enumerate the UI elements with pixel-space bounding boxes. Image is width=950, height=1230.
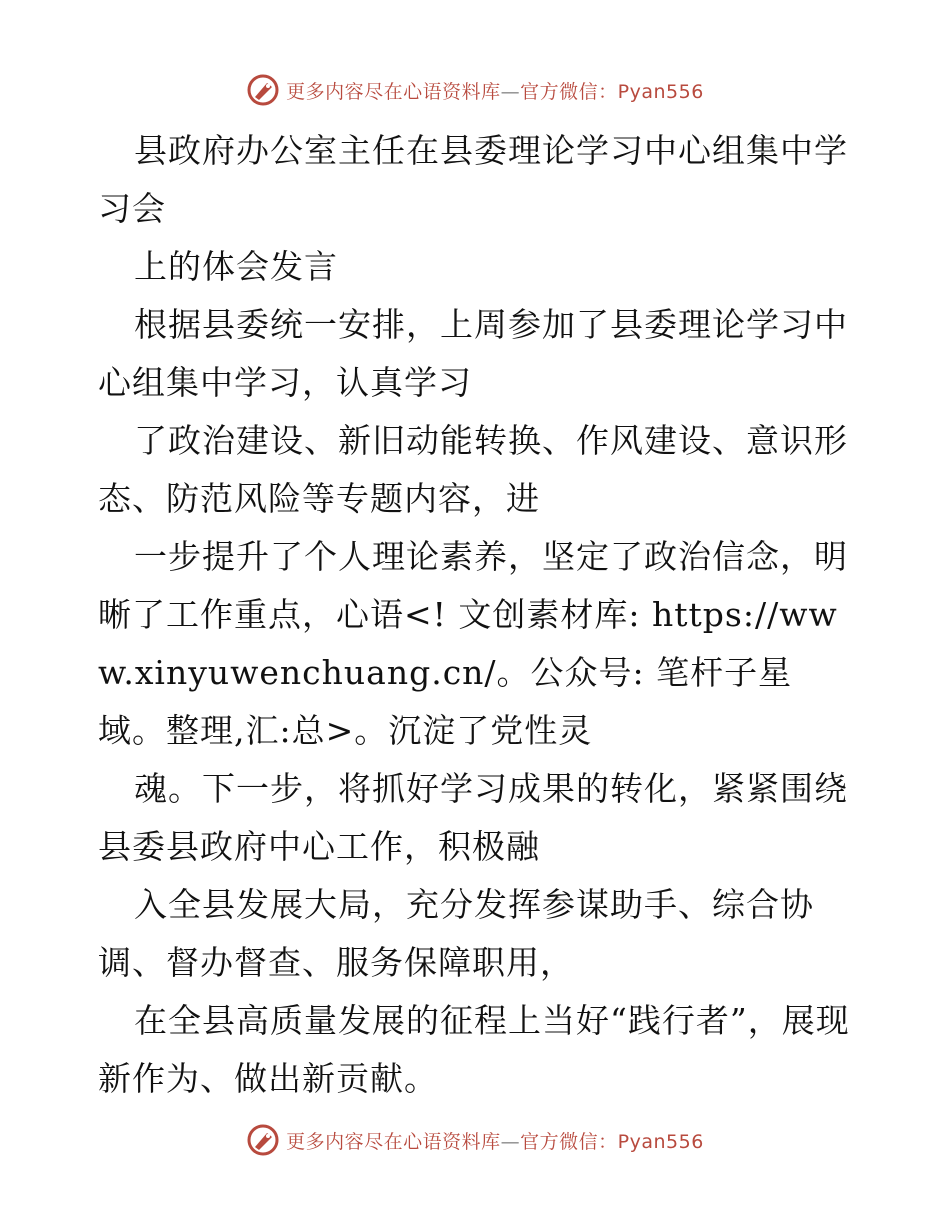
paragraph-title: 县政府办公室主任在县委理论学习中心组集中学习会 xyxy=(98,131,848,228)
banner-separator: — xyxy=(500,80,521,103)
document-body xyxy=(98,122,858,1108)
paragraph: 在全县高质量发展的征程上当好“践行者”，展现新作为、做出新贡献。 xyxy=(98,1001,850,1098)
banner-label: 更多内容尽在心语资料库 xyxy=(286,80,501,103)
banner-label: 更多内容尽在心语资料库 xyxy=(286,1130,501,1153)
paragraph-title-continued: 上的体会发言 xyxy=(134,247,338,286)
footer-watermark-banner xyxy=(0,1120,950,1160)
paragraph: 入全县发展大局，充分发挥参谋助手、综合协调、督办督查、服务保障职用， xyxy=(98,885,814,982)
banner-separator: — xyxy=(500,1130,521,1153)
banner-contact: 官方微信：Pyan556 xyxy=(520,80,704,103)
pen-nib-logo-icon xyxy=(246,1123,280,1157)
paragraph: 魂。下一步，将抓好学习成果的转化，紧紧围绕县委县政府中心工作，积极融 xyxy=(98,769,848,866)
paragraph: 一步提升了个人理论素养，坚定了政治信念，明晰了工作重点，心语<! 文创素材库: https://www.xinyuwenchuang.cn/。公众号: 笔杆子星域。整理,汇:总>。沉淀了党性灵 xyxy=(98,537,848,750)
paragraph: 根据县委统一安排，上周参加了县委理论学习中心组集中学习，认真学习 xyxy=(98,305,848,402)
paragraph: 了政治建设、新旧动能转换、作风建设、意识形态、防范风险等专题内容，进 xyxy=(98,421,848,518)
header-watermark-banner xyxy=(0,70,950,110)
pen-nib-logo-icon xyxy=(246,73,280,107)
banner-text xyxy=(286,1127,704,1154)
banner-contact: 官方微信：Pyan556 xyxy=(520,1130,704,1153)
banner-text xyxy=(286,77,704,104)
